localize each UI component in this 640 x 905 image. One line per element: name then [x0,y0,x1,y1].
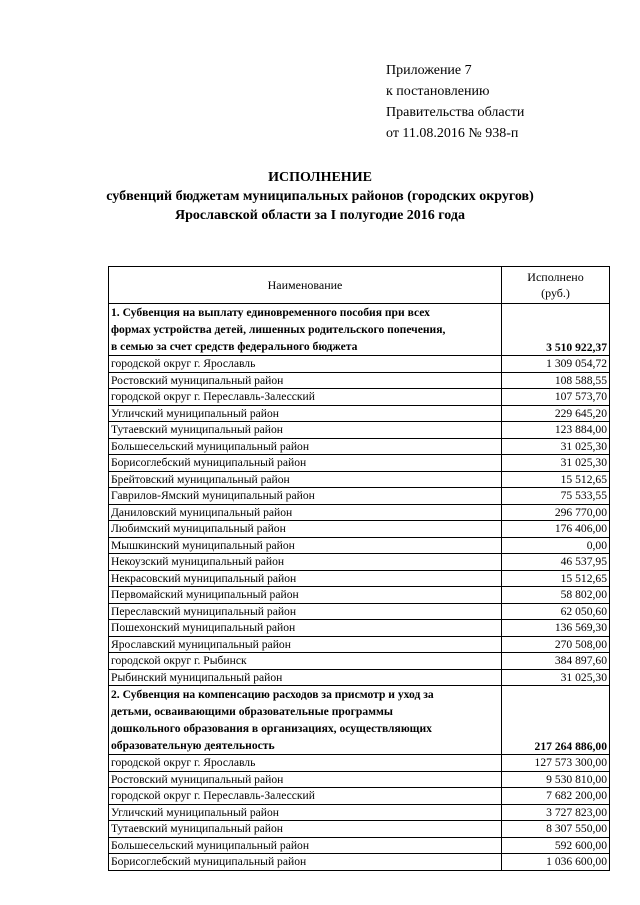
district-name-cell: Брейтовский муниципальный район [109,471,502,488]
title-line: Ярославской области за I полугодие 2016 года [175,208,465,223]
section-total-value: 3 510 922,37 [502,304,610,356]
table-row [109,854,610,871]
district-value-cell: 136 569,30 [502,620,610,637]
district-value-cell: 592 600,00 [502,837,610,854]
table-row [109,372,610,389]
district-value-cell: 3 727 823,00 [502,804,610,821]
district-name-cell: Большесельский муниципальный район [109,438,502,455]
district-value-cell: 58 802,00 [502,587,610,604]
table-row [109,771,610,788]
district-name-cell: городской округ г. Ярославль [109,755,502,772]
section-title-cell [109,686,502,755]
table-row [109,389,610,406]
header-value-line: Исполнено [527,270,584,284]
district-value-cell: 31 025,30 [502,669,610,686]
district-value-cell: 31 025,30 [502,455,610,472]
section-total-value: 217 264 886,00 [502,686,610,755]
table-header-row [109,267,610,304]
table-row [109,438,610,455]
district-value-cell: 7 682 200,00 [502,788,610,805]
district-name-cell: Первомайский муниципальный район [109,587,502,604]
appendix-block [386,60,524,144]
section-title-line: в семью за счет средств федерального бюджета [111,340,358,353]
table-body [109,267,610,871]
district-value-cell: 107 573,70 [502,389,610,406]
district-name-cell: Борисоглебский муниципальный район [109,854,502,871]
district-value-cell: 15 512,65 [502,471,610,488]
appendix-line: к постановлению [386,84,490,99]
table-row [109,669,610,686]
district-name-cell: Пошехонский муниципальный район [109,620,502,637]
district-name-cell: городской округ г. Переславль-Залесский [109,788,502,805]
section-title-cell [109,304,502,356]
district-name-cell: Даниловский муниципальный район [109,504,502,521]
district-value-cell: 176 406,00 [502,521,610,538]
section-title-line: 2. Субвенция на компенсацию расходов за присмотр и уход за [111,688,434,701]
appendix-line: от 11.08.2016 № 938-п [386,126,519,141]
table-row [109,521,610,538]
table-row [109,537,610,554]
district-value-cell: 1 036 600,00 [502,854,610,871]
district-value-cell: 270 508,00 [502,636,610,653]
section-total-row [109,686,610,755]
header-value-line: (руб.) [541,286,570,300]
header-value-cell [502,267,610,304]
district-name-cell: Угличский муниципальный район [109,405,502,422]
table-row [109,821,610,838]
table-row [109,471,610,488]
district-name-cell: Мышкинский муниципальный район [109,537,502,554]
district-name-cell: Тутаевский муниципальный район [109,821,502,838]
district-name-cell: Большесельский муниципальный район [109,837,502,854]
table-row [109,405,610,422]
execution-table [108,266,610,871]
table-row [109,788,610,805]
district-name-cell: Ростовский муниципальный район [109,372,502,389]
section-total-row [109,304,610,356]
district-name-cell: Гаврилов-Ямский муниципальный район [109,488,502,505]
section-title-line: формах устройства детей, лишенных родительского попечения, [111,323,446,336]
table-row [109,356,610,373]
section-title-line: детьми, осваивающими образовательные программы [111,705,393,718]
district-value-cell: 296 770,00 [502,504,610,521]
table-row [109,422,610,439]
table-row [109,603,610,620]
district-value-cell: 46 537,95 [502,554,610,571]
table-row [109,653,610,670]
district-value-cell: 9 530 810,00 [502,771,610,788]
table-row [109,455,610,472]
table-row [109,804,610,821]
table-row [109,620,610,637]
district-name-cell: Ярославский муниципальный район [109,636,502,653]
district-value-cell: 123 884,00 [502,422,610,439]
district-name-cell: Борисоглебский муниципальный район [109,455,502,472]
district-name-cell: Переславский муниципальный район [109,603,502,620]
table-row [109,636,610,653]
district-name-cell: Тутаевский муниципальный район [109,422,502,439]
district-name-cell: Ростовский муниципальный район [109,771,502,788]
table-row [109,837,610,854]
district-name-cell: городской округ г. Рыбинск [109,653,502,670]
district-value-cell: 62 050,60 [502,603,610,620]
table-row [109,504,610,521]
district-value-cell: 31 025,30 [502,438,610,455]
district-value-cell: 0,00 [502,537,610,554]
district-name-cell: городской округ г. Ярославль [109,356,502,373]
section-title-line: образовательную деятельность [111,739,275,752]
district-value-cell: 127 573 300,00 [502,755,610,772]
district-name-cell: Рыбинский муниципальный район [109,669,502,686]
district-name-cell: Некоузский муниципальный район [109,554,502,571]
section-title-line: 1. Субвенция на выплату единовременного пособия при всех [111,306,430,319]
district-name-cell: Любимский муниципальный район [109,521,502,538]
table-row [109,488,610,505]
table-row [109,570,610,587]
appendix-line: Приложение 7 [386,63,472,78]
district-value-cell: 8 307 550,00 [502,821,610,838]
table-row [109,755,610,772]
appendix-line: Правительства области [386,105,525,120]
district-value-cell: 229 645,20 [502,405,610,422]
district-name-cell: городской округ г. Переславль-Залесский [109,389,502,406]
district-value-cell: 75 533,55 [502,488,610,505]
district-name-cell: Некрасовский муниципальный район [109,570,502,587]
district-value-cell: 15 512,65 [502,570,610,587]
district-value-cell: 384 897,60 [502,653,610,670]
district-value-cell: 108 588,55 [502,372,610,389]
section-title-line: дошкольного образования в организациях, осуществляющих [111,722,432,735]
district-name-cell: Угличский муниципальный район [109,804,502,821]
table-row [109,554,610,571]
title-line: субвенций бюджетам муниципальных районов (городских округов) [106,189,534,204]
district-value-cell: 1 309 054,72 [502,356,610,373]
title-line: ИСПОЛНЕНИЕ [268,170,372,185]
document-title [0,168,640,225]
table-row [109,587,610,604]
header-name-cell: Наименование [109,267,502,304]
